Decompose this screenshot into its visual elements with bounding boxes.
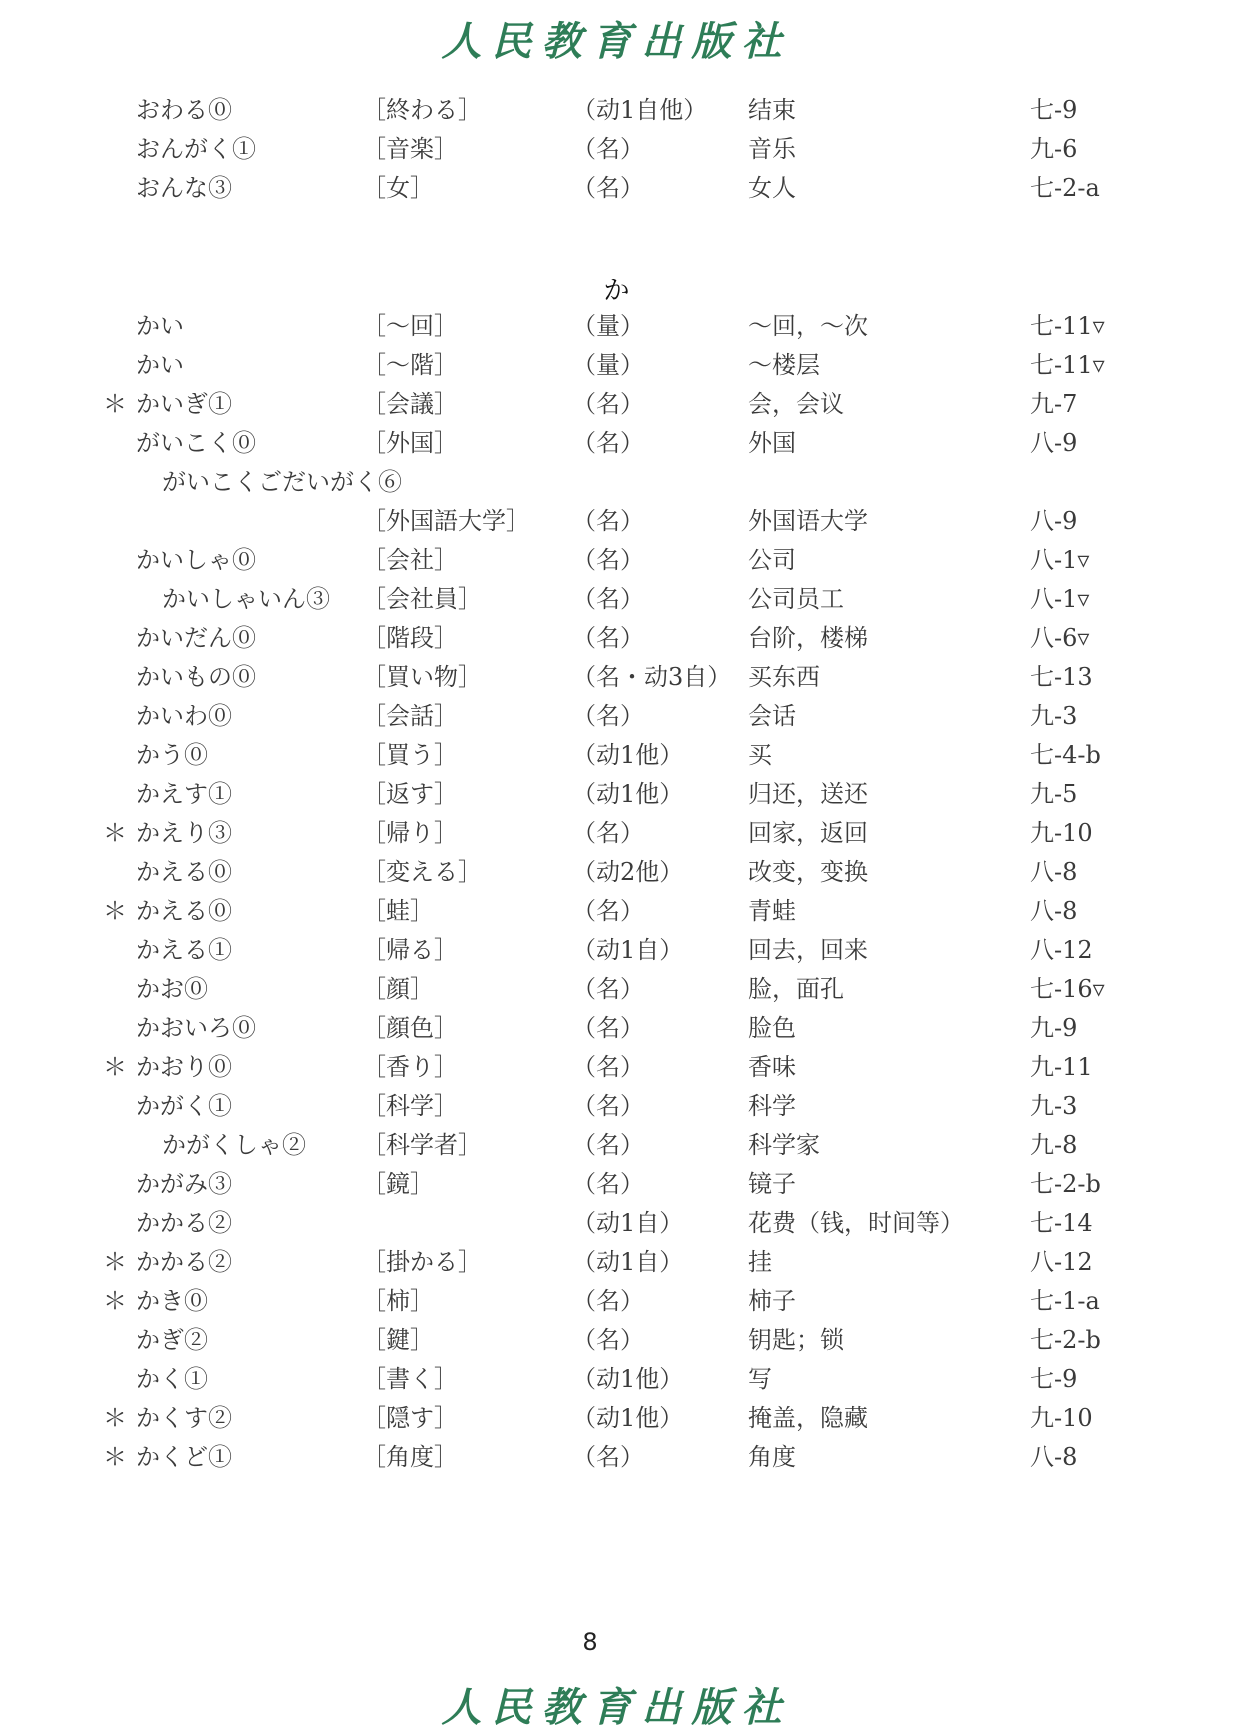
entry-kana: かいぎ① xyxy=(136,390,232,418)
vocab-entry xyxy=(0,306,1233,346)
vocab-entry xyxy=(0,735,1233,775)
entry-lesson: 九-11 xyxy=(1030,1053,1093,1081)
entry-kanji: ［角度］ xyxy=(362,1443,458,1471)
entry-kana: かいわ⓪ xyxy=(136,702,232,730)
entry-lesson: 七-13 xyxy=(1030,663,1093,691)
entry-part-of-speech: （动1自他） xyxy=(572,96,708,124)
entry-lesson: 七-2-a xyxy=(1030,174,1100,202)
entry-part-of-speech: （名） xyxy=(572,1053,644,1081)
entry-lesson: 九-8 xyxy=(1030,1131,1078,1159)
entry-kana: かがみ③ xyxy=(136,1170,232,1198)
entry-lesson: 九-7 xyxy=(1030,390,1078,418)
entry-meaning: 香味 xyxy=(748,1053,796,1081)
vocab-entry xyxy=(0,345,1233,385)
entry-lesson: 七-1-a xyxy=(1030,1287,1100,1315)
entry-kana: かえる⓪ xyxy=(136,858,232,886)
entry-meaning: 钥匙；锁 xyxy=(748,1326,844,1354)
entry-kana: おんがく① xyxy=(136,135,256,163)
entry-part-of-speech: （名） xyxy=(572,135,644,163)
entry-kanji: ［科学者］ xyxy=(362,1131,482,1159)
entry-meaning: 公司员工 xyxy=(748,585,844,613)
entry-kana: かえる⓪ xyxy=(136,897,232,925)
entry-lesson: 八-9 xyxy=(1030,507,1078,535)
entry-lesson: 八-1▿ xyxy=(1030,585,1090,613)
entry-kana: かかる② xyxy=(136,1248,232,1276)
entry-meaning: 外国 xyxy=(748,429,796,457)
entry-kanji: ［返す］ xyxy=(362,780,458,808)
entry-kana: かかる② xyxy=(136,1209,232,1237)
entry-kana: おんな③ xyxy=(136,174,232,202)
vocab-entry xyxy=(0,618,1233,658)
section-heading: か xyxy=(603,276,630,306)
entry-part-of-speech: （名） xyxy=(572,429,644,457)
entry-lesson: 八-8 xyxy=(1030,897,1078,925)
entry-lesson: 八-1▿ xyxy=(1030,546,1090,574)
entry-kanji: ［～階］ xyxy=(362,351,458,379)
entry-kanji: ［～回］ xyxy=(362,312,458,340)
entry-part-of-speech: （名） xyxy=(572,1014,644,1042)
entry-meaning: 掩盖，隐藏 xyxy=(748,1404,868,1432)
entry-kana: かぎ② xyxy=(136,1326,208,1354)
vocab-entry xyxy=(0,129,1233,169)
vocab-entry xyxy=(0,774,1233,814)
entry-lesson: 七-9 xyxy=(1030,96,1078,124)
entry-kanji: ［柿］ xyxy=(362,1287,434,1315)
entry-part-of-speech: （名） xyxy=(572,1131,644,1159)
entry-meaning: 回家，返回 xyxy=(748,819,868,847)
entry-kanji: ［女］ xyxy=(362,174,434,202)
entry-meaning: 写 xyxy=(748,1365,772,1393)
entry-lesson: 八-12 xyxy=(1030,1248,1093,1276)
vocab-entry xyxy=(0,1086,1233,1126)
entry-part-of-speech: （名） xyxy=(572,624,644,652)
vocab-entry xyxy=(0,813,1233,853)
entry-kana: かう⓪ xyxy=(136,741,208,769)
entry-meaning: 科学 xyxy=(748,1092,796,1120)
entry-kanji: ［隠す］ xyxy=(362,1404,458,1432)
entry-mark: ＊ xyxy=(103,897,127,925)
entry-kana: かいしゃ⓪ xyxy=(136,546,256,574)
entry-meaning: 外国语大学 xyxy=(748,507,868,535)
entry-kanji: ［会議］ xyxy=(362,390,458,418)
vocab-entry xyxy=(0,579,1233,619)
entry-part-of-speech: （名・动3自） xyxy=(572,663,732,691)
entry-meaning: 公司 xyxy=(748,546,796,574)
entry-meaning: 科学家 xyxy=(748,1131,820,1159)
entry-kanji: ［科学］ xyxy=(362,1092,458,1120)
entry-kanji: ［帰り］ xyxy=(362,819,458,847)
vocab-entry xyxy=(0,1164,1233,1204)
vocab-entry xyxy=(0,1008,1233,1048)
entry-part-of-speech: （动1自） xyxy=(572,936,684,964)
vocab-entry xyxy=(0,90,1233,130)
entry-kana: かく① xyxy=(136,1365,208,1393)
vocab-entry xyxy=(0,930,1233,970)
vocab-entry xyxy=(0,384,1233,424)
entry-meaning: 归还，送还 xyxy=(748,780,868,808)
entry-meaning: 改变，变换 xyxy=(748,858,868,886)
entry-kanji: ［外国］ xyxy=(362,429,458,457)
entry-kanji: ［買う］ xyxy=(362,741,458,769)
vocab-entry xyxy=(0,1047,1233,1087)
entry-kanji: ［終わる］ xyxy=(362,96,482,124)
entry-meaning: 买 xyxy=(748,741,772,769)
entry-meaning: 结束 xyxy=(748,96,796,124)
vocab-entry xyxy=(0,1398,1233,1438)
entry-meaning: 青蛙 xyxy=(748,897,796,925)
entry-meaning: 角度 xyxy=(748,1443,796,1471)
entry-mark: ＊ xyxy=(103,1287,127,1315)
vocab-entry xyxy=(0,168,1233,208)
entry-kanji: ［香り］ xyxy=(362,1053,458,1081)
entry-kanji: ［会社員］ xyxy=(362,585,482,613)
entry-part-of-speech: （名） xyxy=(572,1443,644,1471)
entry-meaning: 回去，回来 xyxy=(748,936,868,964)
entry-part-of-speech: （动1自） xyxy=(572,1209,684,1237)
entry-meaning: 会，会议 xyxy=(748,390,844,418)
entry-kana: かお⓪ xyxy=(136,975,208,1003)
entry-part-of-speech: （动1他） xyxy=(572,780,684,808)
entry-lesson: 七-9 xyxy=(1030,1365,1078,1393)
entry-part-of-speech: （动1他） xyxy=(572,1404,684,1432)
vocab-entry xyxy=(0,1437,1233,1477)
vocab-entry xyxy=(0,1320,1233,1360)
vocab-entry xyxy=(0,423,1233,463)
entry-lesson: 九-6 xyxy=(1030,135,1078,163)
entry-part-of-speech: （名） xyxy=(572,1092,644,1120)
entry-lesson: 八-12 xyxy=(1030,936,1093,964)
entry-kanji: ［階段］ xyxy=(362,624,458,652)
vocab-entry xyxy=(0,540,1233,580)
entry-kana: かえる① xyxy=(136,936,232,964)
vocab-entry xyxy=(0,1242,1233,1282)
entry-part-of-speech: （量） xyxy=(572,312,644,340)
entry-part-of-speech: （量） xyxy=(572,351,644,379)
entry-lesson: 七-14 xyxy=(1030,1209,1093,1237)
entry-kana: かがくしゃ② xyxy=(162,1131,306,1159)
entry-lesson: 九-5 xyxy=(1030,780,1078,808)
vocab-entry xyxy=(0,1281,1233,1321)
entry-kana: かいもの⓪ xyxy=(136,663,256,691)
entry-part-of-speech: （动1他） xyxy=(572,741,684,769)
entry-kana: かおり⓪ xyxy=(136,1053,232,1081)
entry-lesson: 九-10 xyxy=(1030,819,1093,847)
entry-part-of-speech: （名） xyxy=(572,819,644,847)
entry-kana: かがく① xyxy=(136,1092,232,1120)
entry-kana: かいだん⓪ xyxy=(136,624,256,652)
vocab-entry xyxy=(0,1359,1233,1399)
entry-part-of-speech: （名） xyxy=(572,174,644,202)
publisher-logo-bottom: 人民教育出版社 xyxy=(441,1684,792,1731)
entry-part-of-speech: （动1他） xyxy=(572,1365,684,1393)
entry-lesson: 九-3 xyxy=(1030,1092,1078,1120)
vocab-entry xyxy=(0,852,1233,892)
entry-kana: かくす② xyxy=(136,1404,232,1432)
vocab-entry xyxy=(0,462,1233,502)
entry-kanji: ［顔色］ xyxy=(362,1014,458,1042)
entry-lesson: 八-8 xyxy=(1030,1443,1078,1471)
entry-meaning: 会话 xyxy=(748,702,796,730)
entry-kanji: ［外国語大学］ xyxy=(362,507,530,535)
entry-kana: おわる⓪ xyxy=(136,96,232,124)
entry-kanji: ［音楽］ xyxy=(362,135,458,163)
entry-mark: ＊ xyxy=(103,390,127,418)
entry-part-of-speech: （名） xyxy=(572,507,644,535)
entry-lesson: 七-2-b xyxy=(1030,1326,1101,1354)
entry-mark: ＊ xyxy=(103,819,127,847)
entry-part-of-speech: （动2他） xyxy=(572,858,684,886)
vocab-entry xyxy=(0,657,1233,697)
entry-meaning: 脸，面孔 xyxy=(748,975,844,1003)
entry-part-of-speech: （名） xyxy=(572,585,644,613)
entry-meaning: 挂 xyxy=(748,1248,772,1276)
entry-kana: かえり③ xyxy=(136,819,232,847)
vocab-entry xyxy=(0,969,1233,1009)
entry-kanji: ［帰る］ xyxy=(362,936,458,964)
entry-kana: がいこく⓪ xyxy=(136,429,256,457)
entry-kana: かおいろ⓪ xyxy=(136,1014,256,1042)
vocab-entry xyxy=(0,696,1233,736)
entry-part-of-speech: （名） xyxy=(572,702,644,730)
entry-kanji: ［掛かる］ xyxy=(362,1248,482,1276)
entry-part-of-speech: （名） xyxy=(572,1170,644,1198)
entry-kana: かい xyxy=(136,351,184,379)
entry-mark: ＊ xyxy=(103,1053,127,1081)
entry-lesson: 七-11▿ xyxy=(1030,351,1105,379)
page-number: 8 xyxy=(582,1628,598,1656)
entry-kanji: ［鏡］ xyxy=(362,1170,434,1198)
entry-meaning: 买东西 xyxy=(748,663,820,691)
publisher-logo-top: 人民教育出版社 xyxy=(441,18,792,65)
entry-meaning: ～回，～次 xyxy=(748,312,868,340)
entry-lesson: 七-2-b xyxy=(1030,1170,1101,1198)
entry-mark: ＊ xyxy=(103,1248,127,1276)
vocab-entry xyxy=(0,501,1233,541)
entry-kana: かい xyxy=(136,312,184,340)
entry-kana: かえす① xyxy=(136,780,232,808)
entry-kanji: ［買い物］ xyxy=(362,663,482,691)
entry-meaning: ～楼层 xyxy=(748,351,820,379)
entry-lesson: 八-8 xyxy=(1030,858,1078,886)
entry-part-of-speech: （动1自） xyxy=(572,1248,684,1276)
entry-meaning: 镜子 xyxy=(748,1170,796,1198)
entry-part-of-speech: （名） xyxy=(572,975,644,1003)
entry-part-of-speech: （名） xyxy=(572,546,644,574)
entry-lesson: 八-9 xyxy=(1030,429,1078,457)
entry-part-of-speech: （名） xyxy=(572,897,644,925)
entry-part-of-speech: （名） xyxy=(572,1287,644,1315)
entry-lesson: 九-9 xyxy=(1030,1014,1078,1042)
entry-lesson: 八-6▿ xyxy=(1030,624,1090,652)
entry-kanji: ［鍵］ xyxy=(362,1326,434,1354)
entry-kanji: ［顔］ xyxy=(362,975,434,1003)
entry-kanji: ［会話］ xyxy=(362,702,458,730)
entry-lesson: 九-3 xyxy=(1030,702,1078,730)
entry-meaning: 柿子 xyxy=(748,1287,796,1315)
entry-kanji: ［変える］ xyxy=(362,858,482,886)
entry-meaning: 花费（钱，时间等） xyxy=(748,1209,964,1237)
entry-lesson: 九-10 xyxy=(1030,1404,1093,1432)
entry-kana: かき⓪ xyxy=(136,1287,208,1315)
entry-lesson: 七-16▿ xyxy=(1030,975,1105,1003)
entry-kana: かいしゃいん③ xyxy=(162,585,330,613)
entry-part-of-speech: （名） xyxy=(572,390,644,418)
entry-kana: がいこくごだいがく⑥ xyxy=(162,468,402,496)
vocab-entry xyxy=(0,1125,1233,1165)
entry-mark: ＊ xyxy=(103,1404,127,1432)
entry-mark: ＊ xyxy=(103,1443,127,1471)
entry-meaning: 音乐 xyxy=(748,135,796,163)
entry-meaning: 女人 xyxy=(748,174,796,202)
entry-lesson: 七-4-b xyxy=(1030,741,1101,769)
entry-kanji: ［会社］ xyxy=(362,546,458,574)
vocab-entry xyxy=(0,891,1233,931)
entry-kanji: ［蛙］ xyxy=(362,897,434,925)
entry-kana: かくど① xyxy=(136,1443,232,1471)
entry-part-of-speech: （名） xyxy=(572,1326,644,1354)
entry-kanji: ［書く］ xyxy=(362,1365,458,1393)
vocab-entry xyxy=(0,1203,1233,1243)
entry-meaning: 台阶，楼梯 xyxy=(748,624,868,652)
entry-meaning: 脸色 xyxy=(748,1014,796,1042)
entry-lesson: 七-11▿ xyxy=(1030,312,1105,340)
